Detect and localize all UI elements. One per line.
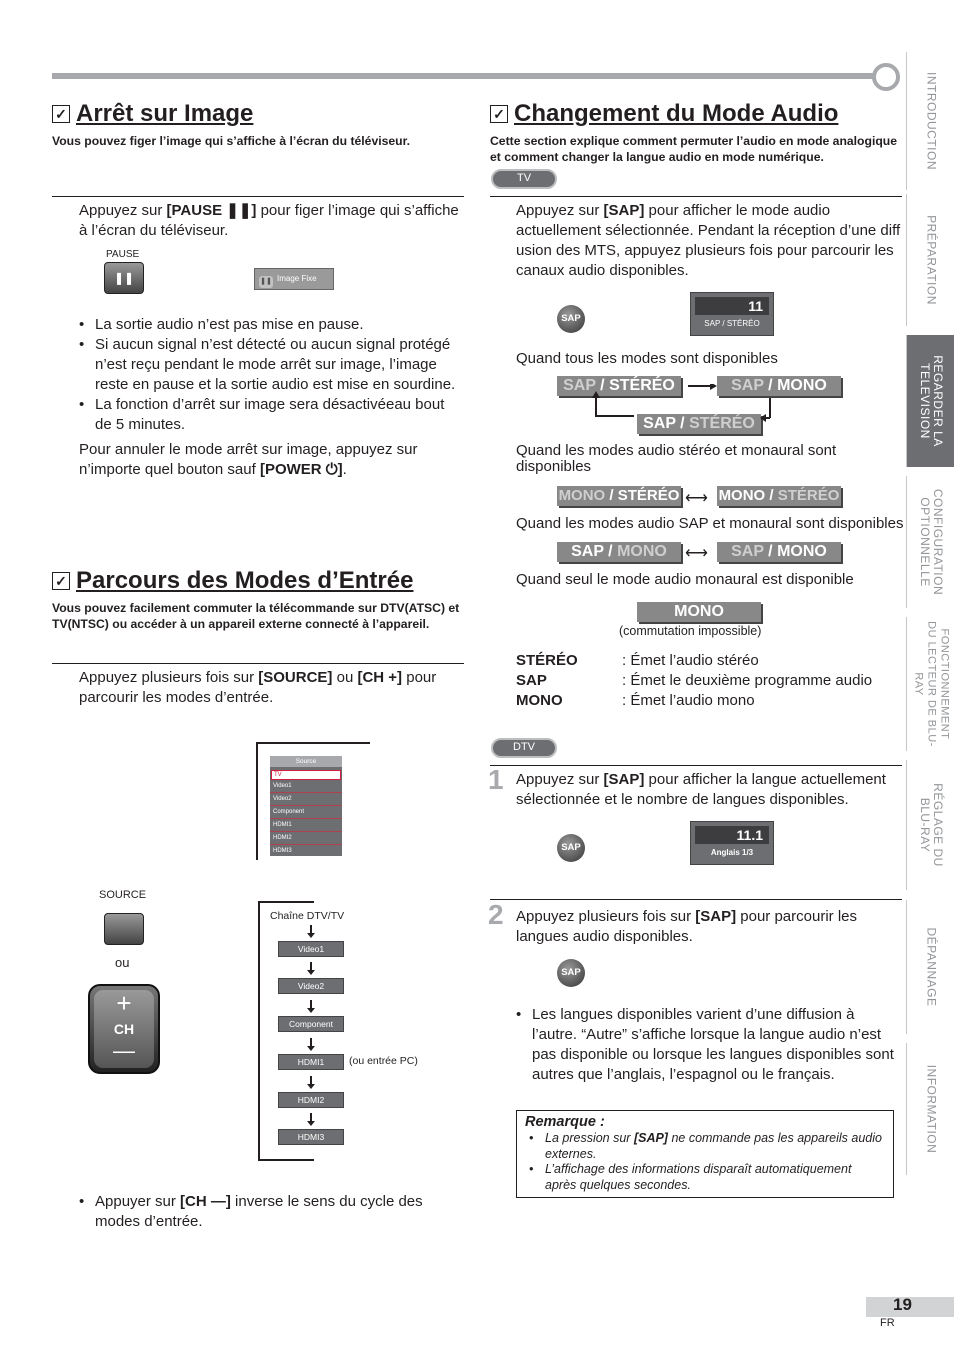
down-arrow-icon	[310, 962, 312, 972]
arret-lead: Vous pouvez figer l’image qui s’affiche à l’écran du téléviseur.	[52, 134, 411, 148]
down-arrow-icon	[310, 925, 312, 935]
osd-language: Anglais 1/3	[710, 848, 754, 857]
source-menu-item[interactable]: Component	[270, 806, 342, 819]
definition-row: MONO : Émet l’audio mono	[516, 692, 755, 709]
flow-box: Video1	[278, 941, 344, 957]
swap-arrow-icon: ⟷	[685, 545, 708, 562]
divider	[490, 765, 902, 766]
case-label: Quand seul le mode audio monaural est disponible	[516, 571, 854, 588]
osd-audio-mode	[690, 292, 774, 336]
step-number: 2	[488, 899, 504, 930]
tab-configuration-optionnelle[interactable]: CONFIGURATION OPTIONNELLE	[906, 476, 954, 608]
source-menu-item[interactable]: Video2	[270, 793, 342, 806]
divider	[490, 196, 902, 197]
tv-instruction: Appuyez sur [SAP] pour afficher le mode audio actuellement sélectionnée. Pendant la réception d’une diff usion des MTS, appuyez plusieurs fois pour parcourir les canaux audio disponibles.	[516, 202, 901, 279]
source-button[interactable]	[104, 913, 144, 945]
swap-arrow-icon: ⟷	[685, 490, 708, 507]
step-number: 1	[488, 764, 504, 795]
mode-sap-mono-2: SAP / MONO	[717, 542, 841, 562]
ch-rocker-button[interactable]	[88, 984, 160, 1074]
definition-row: STÉRÉO : Émet l’audio stéréo	[516, 652, 759, 669]
header-ring-ornament	[872, 63, 900, 91]
tv-badge: TV	[491, 169, 557, 189]
mode-mono-stereo: MONO / STÉRÉO	[558, 487, 680, 504]
parcours-bullets	[79, 1192, 465, 1232]
flow-box: HDMI1	[278, 1054, 344, 1070]
list-item: • Si aucun signal n’est détecté ou aucun signal protégé n’est reçu pendant le mode arrêt sur image, l’image reste en pause et la sortie audio est mise en sourdine.	[79, 335, 465, 395]
mode-definitions	[516, 651, 902, 711]
flow-title: Chaîne DTV/TV	[270, 910, 345, 922]
remarque-title: Remarque :	[525, 1114, 605, 1130]
arret-bullets	[79, 315, 465, 435]
no-switch-note: (commutation impossible)	[619, 624, 762, 638]
flow-box: Component	[278, 1016, 344, 1032]
checkbox-icon: ✓	[52, 105, 70, 123]
cycle-arrows	[590, 384, 750, 426]
mode-sap-stereo: SAP / STÉRÉO	[557, 376, 681, 396]
down-arrow-icon	[310, 1113, 312, 1123]
case-label: Quand les modes audio SAP et monaural sont disponibles	[516, 515, 904, 532]
plus-icon: +	[116, 988, 132, 1018]
source-menu-item[interactable]: HDMI1	[270, 819, 342, 832]
minus-icon: —	[113, 1038, 135, 1063]
source-menu	[270, 756, 342, 856]
sap-button[interactable]: SAP	[557, 834, 585, 862]
down-arrow-icon	[310, 1076, 312, 1086]
step2-instruction: Appuyez plusieurs fois sur [SAP] pour parcourir les langues audio disponibles.	[516, 908, 857, 945]
source-menu-item[interactable]: HDMI2	[270, 832, 342, 845]
list-item: • La fonction d’arrêt sur image sera désactivéeau bout de 5 minutes.	[79, 395, 465, 435]
down-arrow-icon	[310, 1038, 312, 1048]
checkbox-icon: ✓	[52, 572, 70, 590]
tab-depannage[interactable]: DÉPANNAGE	[906, 900, 954, 1034]
definition-row: SAP : Émet le deuxième programme audio	[516, 672, 873, 689]
sap-button[interactable]: SAP	[557, 305, 585, 333]
dtv-badge: DTV	[491, 738, 557, 758]
mode-mono-stereo-alt: MONO / STÉRÉO	[718, 487, 840, 504]
pause-button[interactable]	[104, 262, 144, 294]
list-item: • Appuyer sur [CH —] inverse le sens du cycle des modes d’entrée.	[79, 1192, 465, 1232]
ch-label: CH	[113, 1021, 135, 1037]
list-item: • La pression sur [SAP] ne commande pas les appareils audio externes.	[529, 1131, 885, 1162]
source-menu-item[interactable]: HDMI3	[273, 848, 292, 854]
remarque-list	[529, 1131, 885, 1193]
parcours-lead: Vous pouvez facilement commuter la télécommande sur DTV(ATSC) et TV(NTSC) ou accéder à un appareil externe connecté à l’appareil.	[52, 601, 460, 631]
tab-information[interactable]: INFORMATION	[906, 1043, 954, 1175]
section-title-audio: ✓ Changement du Mode Audio	[490, 100, 838, 128]
arret-cancel-text: Pour annuler le mode arrêt sur image, appuyez sur n’importe quel bouton sauf [POWER ⏻].	[79, 441, 418, 478]
mode-sap-mono-1: SAP / MONO	[557, 542, 681, 562]
flow-note: (ou entrée PC)	[349, 1055, 418, 1067]
pause-button-label: PAUSE	[106, 249, 140, 260]
list-item: • La sortie audio n’est pas mise en pause.	[79, 315, 465, 335]
mode-sap-mono: SAP / MONO	[717, 376, 841, 396]
header-rule	[52, 73, 882, 79]
source-menu-item[interactable]: Video1	[270, 780, 342, 793]
list-item: • L’affichage des informations disparaît automatiquement après quelques secondes.	[529, 1162, 885, 1193]
divider	[490, 899, 902, 900]
audio-lead: Cette section explique comment permuter l’audio en mode analogique et comment changer la langue audio en mode numérique.	[490, 134, 898, 164]
tab-preparation[interactable]: PRÉPARATION	[906, 194, 954, 326]
remarque-box	[516, 1110, 894, 1198]
tab-introduction[interactable]: INTRODUCTION	[906, 52, 954, 190]
flow-box: HDMI3	[278, 1129, 344, 1145]
mode-mono: MONO	[637, 602, 761, 622]
divider	[52, 196, 464, 197]
osd-channel: 11.1	[695, 826, 769, 844]
sap-button[interactable]: SAP	[557, 959, 585, 987]
down-arrow-icon	[760, 398, 776, 428]
parcours-instruction: Appuyez plusieurs fois sur [SOURCE] ou [CH +] pour parcourir les modes d’entrée.	[79, 669, 437, 706]
osd-audio-language	[690, 821, 774, 865]
arret-instruction: Appuyez sur [PAUSE ❚❚] pour figer l’image qui s’affiche à l’écran du téléviseur.	[79, 202, 459, 239]
section-title-arret: ✓ Arrêt sur Image	[52, 100, 253, 128]
checkbox-icon: ✓	[490, 105, 508, 123]
osd-mode: SAP / STÉRÉO	[704, 319, 760, 328]
pause-icon: ❚❚	[113, 271, 135, 285]
pause-icon: ❚❚	[259, 276, 273, 288]
osd-image-fixe: ❚❚ Image Fixe	[254, 268, 334, 290]
case-label: Quand les modes audio stéréo et monaural sont disponibles	[516, 442, 837, 475]
step1-instruction: Appuyez sur [SAP] pour afficher la langue actuellement sélectionnée et le nombre de langues disponibles.	[516, 771, 886, 808]
flow-box: HDMI2	[278, 1092, 344, 1108]
language-code: FR	[880, 1317, 895, 1329]
source-menu-item[interactable]: TV	[271, 770, 341, 780]
tab-fonctionnement-lecteur[interactable]: FONCTIONNEMENT DU LECTEUR DE BLU-RAY	[906, 617, 954, 751]
ou-text: ou	[115, 955, 130, 970]
divider	[52, 663, 464, 664]
list-item: • Les langues disponibles varient d’une diffusion à l’autre. “Autre” s’affiche lorsque la langue audio n’est pas disponible ou lorsque les langues disponibles sont autres que l’anglais, l’espagnol ou le français.	[516, 1005, 902, 1085]
case-label: Quand tous les modes sont disponibles	[516, 350, 778, 367]
osd-channel: 11	[695, 297, 769, 315]
mode-sap-stereo-alt: SAP / STÉRÉO	[637, 414, 761, 434]
tab-regarder-la-television[interactable]: REGARDER LA TELEVISION	[906, 335, 954, 467]
tab-reglage-blu-ray[interactable]: RÉGLAGE DU BLU-RAY	[906, 760, 954, 890]
source-menu-header: Source	[270, 756, 342, 767]
source-button-label: SOURCE	[99, 889, 147, 901]
down-arrow-icon	[310, 1000, 312, 1010]
flow-box: Video2	[278, 978, 344, 994]
page-number: 19	[893, 1295, 912, 1314]
section-title-parcours: ✓ Parcours des Modes d’Entrée	[52, 567, 413, 595]
step2-bullets	[516, 1005, 902, 1085]
